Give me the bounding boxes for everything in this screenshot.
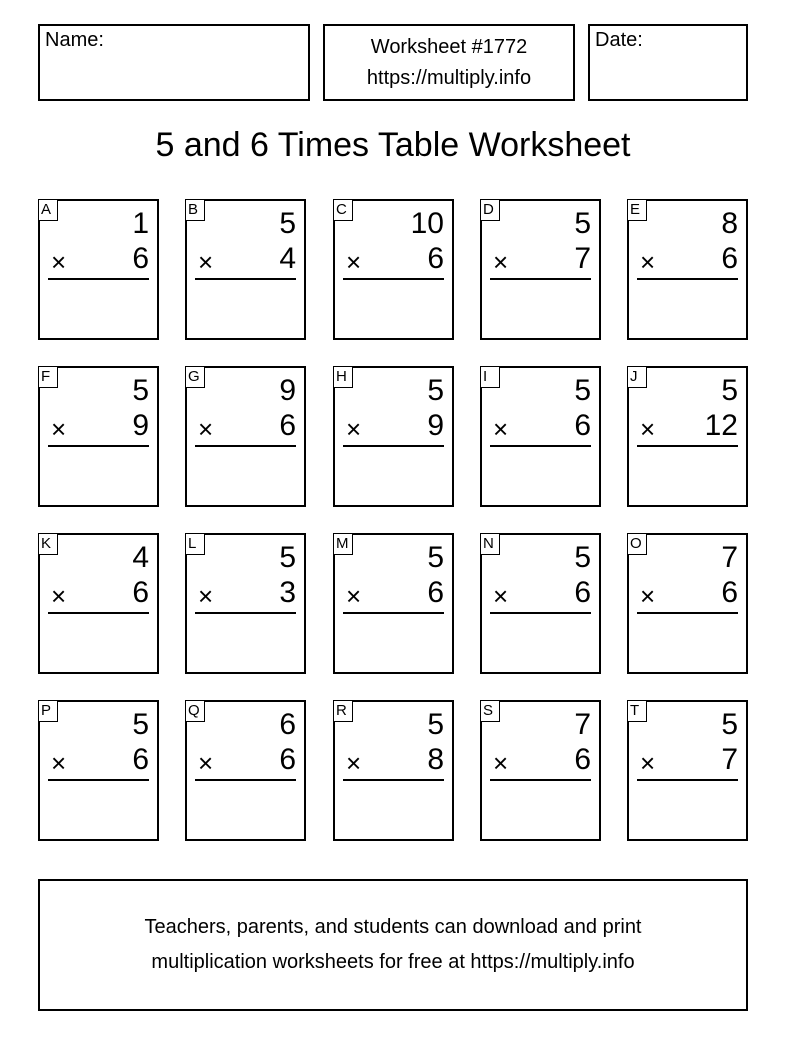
multiplier: 6 — [132, 576, 149, 609]
problem-card[interactable] — [185, 533, 306, 674]
multiplier: 6 — [427, 576, 444, 609]
times-icon: × — [51, 247, 67, 277]
times-icon: × — [51, 581, 67, 611]
times-icon: × — [640, 414, 656, 444]
multiplier: 8 — [427, 743, 444, 776]
multiplicand: 5 — [721, 374, 738, 407]
problem-letter: D — [480, 199, 500, 221]
problem-card[interactable] — [480, 533, 601, 674]
times-icon: × — [198, 581, 214, 611]
date-box[interactable] — [588, 24, 748, 101]
answer-line — [48, 779, 149, 781]
problem-card[interactable] — [333, 199, 454, 340]
problem-letter: G — [185, 366, 205, 388]
multiplier: 6 — [427, 242, 444, 275]
answer-line — [637, 779, 738, 781]
worksheet-url: https://multiply.info — [366, 66, 532, 89]
times-icon: × — [198, 748, 214, 778]
answer-line — [48, 612, 149, 614]
footer-line-1: Teachers, parents, and students can download and print — [144, 916, 642, 938]
multiplicand: 7 — [574, 708, 591, 741]
multiplier: 6 — [574, 409, 591, 442]
problem-letter: P — [38, 700, 58, 722]
times-icon: × — [346, 748, 362, 778]
answer-line — [490, 445, 591, 447]
answer-line — [343, 779, 444, 781]
multiplicand: 5 — [427, 541, 444, 574]
times-icon: × — [198, 414, 214, 444]
times-icon: × — [493, 748, 509, 778]
multiplier: 6 — [721, 576, 738, 609]
multiplier: 9 — [427, 409, 444, 442]
answer-line — [490, 779, 591, 781]
answer-line — [195, 278, 296, 280]
multiplier: 9 — [132, 409, 149, 442]
multiplier: 6 — [132, 242, 149, 275]
multiplicand: 8 — [721, 207, 738, 240]
multiplier: 6 — [721, 242, 738, 275]
problem-card[interactable] — [480, 199, 601, 340]
answer-line — [637, 612, 738, 614]
problem-letter: L — [185, 533, 205, 555]
times-icon: × — [51, 414, 67, 444]
multiplicand: 10 — [410, 207, 444, 240]
problem-letter: J — [627, 366, 647, 388]
multiplicand: 5 — [721, 708, 738, 741]
multiplier: 6 — [574, 743, 591, 776]
multiplier: 7 — [721, 743, 738, 776]
answer-line — [490, 278, 591, 280]
multiplicand: 7 — [721, 541, 738, 574]
multiplier: 6 — [132, 743, 149, 776]
answer-line — [195, 779, 296, 781]
multiplier: 6 — [279, 409, 296, 442]
problem-card[interactable] — [38, 199, 159, 340]
multiplicand: 9 — [279, 374, 296, 407]
problem-card[interactable] — [627, 700, 748, 841]
problem-letter: E — [627, 199, 647, 221]
times-icon: × — [346, 581, 362, 611]
problem-letter: O — [627, 533, 647, 555]
problem-card[interactable] — [480, 700, 601, 841]
multiplicand: 5 — [132, 374, 149, 407]
answer-line — [490, 612, 591, 614]
multiplicand: 5 — [574, 374, 591, 407]
problem-letter: B — [185, 199, 205, 221]
multiplicand: 5 — [279, 541, 296, 574]
times-icon: × — [346, 247, 362, 277]
problem-letter: A — [38, 199, 58, 221]
problem-letter: K — [38, 533, 58, 555]
problem-letter: S — [480, 700, 500, 722]
times-icon: × — [493, 414, 509, 444]
page-title: 5 and 6 Times Table Worksheet — [155, 126, 631, 164]
multiplicand: 5 — [427, 708, 444, 741]
problem-letter: Q — [185, 700, 205, 722]
multiplier: 7 — [574, 242, 591, 275]
problem-card[interactable] — [627, 199, 748, 340]
problem-card[interactable] — [627, 366, 748, 507]
times-icon: × — [640, 581, 656, 611]
answer-line — [343, 445, 444, 447]
multiplier: 12 — [704, 409, 738, 442]
times-icon: × — [51, 748, 67, 778]
answer-line — [195, 612, 296, 614]
answer-line — [48, 445, 149, 447]
problem-card[interactable] — [185, 199, 306, 340]
problem-card[interactable] — [333, 366, 454, 507]
problem-letter: C — [333, 199, 353, 221]
problem-letter: I — [480, 366, 500, 388]
multiplier: 6 — [574, 576, 591, 609]
problem-card[interactable] — [185, 700, 306, 841]
name-box[interactable] — [38, 24, 310, 101]
multiplicand: 5 — [427, 374, 444, 407]
multiplier: 4 — [279, 242, 296, 275]
answer-line — [343, 612, 444, 614]
problem-letter: R — [333, 700, 353, 722]
problem-letter: M — [333, 533, 353, 555]
name-label: Name: — [45, 29, 104, 51]
times-icon: × — [198, 247, 214, 277]
problem-letter: T — [627, 700, 647, 722]
problem-card[interactable] — [38, 700, 159, 841]
times-icon: × — [346, 414, 362, 444]
multiplicand: 4 — [132, 541, 149, 574]
footer-line-2: multiplication worksheets for free at https://multiply.info — [151, 951, 635, 973]
problem-letter: N — [480, 533, 500, 555]
date-label: Date: — [595, 29, 643, 51]
problem-card[interactable] — [480, 366, 601, 507]
answer-line — [637, 278, 738, 280]
times-icon: × — [493, 247, 509, 277]
multiplicand: 5 — [132, 708, 149, 741]
problem-card[interactable] — [333, 700, 454, 841]
problem-card[interactable] — [185, 366, 306, 507]
answer-line — [48, 278, 149, 280]
times-icon: × — [640, 748, 656, 778]
problem-card[interactable] — [38, 533, 159, 674]
multiplier: 6 — [279, 743, 296, 776]
problem-letter: H — [333, 366, 353, 388]
times-icon: × — [493, 581, 509, 611]
multiplicand: 5 — [574, 207, 591, 240]
problem-card[interactable] — [627, 533, 748, 674]
multiplier: 3 — [279, 576, 296, 609]
worksheet-info-box — [323, 24, 575, 101]
multiplicand: 1 — [132, 207, 149, 240]
multiplicand: 5 — [279, 207, 296, 240]
multiplicand: 5 — [574, 541, 591, 574]
problem-card[interactable] — [38, 366, 159, 507]
times-icon: × — [640, 247, 656, 277]
worksheet-id: Worksheet #1772 — [370, 35, 528, 58]
problem-card[interactable] — [333, 533, 454, 674]
problem-letter: F — [38, 366, 58, 388]
multiplicand: 6 — [279, 708, 296, 741]
footer-box — [38, 879, 748, 1011]
answer-line — [637, 445, 738, 447]
answer-line — [195, 445, 296, 447]
answer-line — [343, 278, 444, 280]
